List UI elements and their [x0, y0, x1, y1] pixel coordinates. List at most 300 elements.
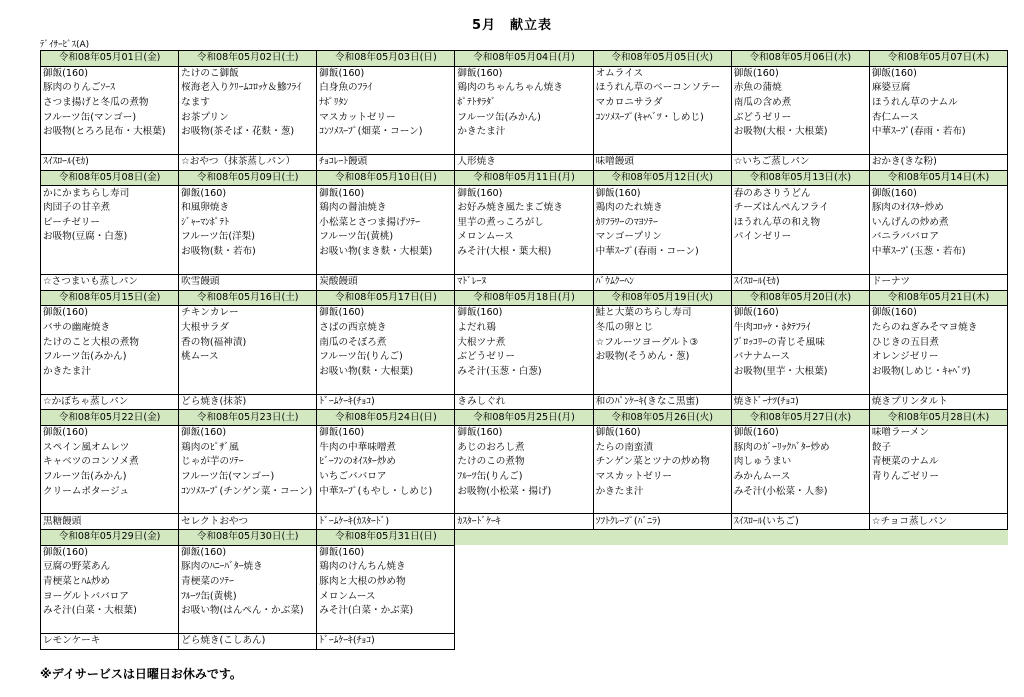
menu-item	[179, 499, 317, 514]
menu-item: 豚肉のｵｲｽﾀｰ炒め	[869, 201, 1007, 216]
menu-item: ﾎﾟﾃﾄｻﾗﾀﾞ	[455, 96, 593, 111]
menu-item	[593, 499, 731, 514]
snack-item: 吹雪饅頭	[179, 274, 317, 290]
menu-item	[869, 259, 1007, 274]
section-label: ﾃﾞｲｻｰﾋﾞｽ(A)	[40, 40, 90, 50]
menu-item: 味噌ラーメン	[869, 425, 1007, 440]
snack-item: ｶｽﾀｰﾄﾞｹｰｷ	[455, 514, 593, 530]
day-date-header: 令和08年05月01日(金)	[41, 51, 179, 67]
day-date-header: 令和08年05月04日(月)	[455, 51, 593, 67]
day-date-header: 令和08年05月25日(月)	[455, 410, 593, 426]
menu-item	[869, 379, 1007, 394]
week-header-row	[41, 290, 1008, 306]
menu-item-row	[41, 66, 1008, 81]
menu-item: たらのねぎみそマヨ焼き	[869, 321, 1007, 336]
menu-item-row	[41, 364, 1008, 379]
menu-item	[317, 379, 455, 394]
empty-cell	[731, 589, 869, 604]
menu-item	[179, 379, 317, 394]
menu-item: 豚肉のｶﾞｰﾘｯｸﾊﾞﾀｰ炒め	[731, 440, 869, 455]
menu-item: ｶﾘﾌﾗﾜｰのﾏﾖｿﾃｰ	[593, 216, 731, 231]
empty-cell	[869, 589, 1007, 604]
snack-item: ☆おやつ（抹茶蒸しパン）	[179, 155, 317, 171]
menu-item: かにかまちらし寿司	[41, 186, 179, 201]
menu-item: 春のあさりうどん	[731, 186, 869, 201]
menu-item: ほうれん草のベーコンソテー	[593, 81, 731, 96]
snack-item: 黒糖饅頭	[41, 514, 179, 530]
snack-item: ﾄﾞｰﾑｹｰｷ(ﾁｮｺ)	[317, 634, 455, 650]
menu-item: たけのこの煮物	[455, 455, 593, 470]
menu-item: ☆フルーツヨーグルト③	[593, 335, 731, 350]
menu-item: フルーツ缶(みかん)	[41, 470, 179, 485]
menu-item: お吸物(茶そば・花麩・葱)	[179, 125, 317, 140]
menu-item: かきたま汁	[41, 364, 179, 379]
menu-item	[455, 259, 593, 274]
day-date-header: 令和08年05月13日(水)	[731, 170, 869, 186]
menu-item: 豚肉と大根の炒め物	[317, 575, 455, 590]
menu-item: 里芋の煮っころがし	[455, 216, 593, 231]
menu-item: パインゼリー	[731, 230, 869, 245]
footnote: ※デイサービスは日曜日お休みです。	[40, 667, 242, 681]
menu-item	[455, 379, 593, 394]
menu-item: フルーツ缶(みかん)	[455, 110, 593, 125]
snack-item: ﾏﾄﾞﾚｰﾇ	[455, 274, 593, 290]
menu-item: 鶏肉の醤油焼き	[317, 201, 455, 216]
menu-item: 御飯(160)	[869, 186, 1007, 201]
menu-item: じゃが芋のｿﾃｰ	[179, 455, 317, 470]
empty-cell	[455, 545, 593, 560]
menu-item	[41, 499, 179, 514]
day-date-header: 令和08年05月02日(土)	[179, 51, 317, 67]
empty-cell	[731, 604, 869, 619]
menu-item: バサの幽庵焼き	[41, 321, 179, 336]
menu-item: バニラババロア	[869, 230, 1007, 245]
snack-item: どら焼き(抹茶)	[179, 394, 317, 410]
menu-item: フルーツ缶(洋梨)	[179, 230, 317, 245]
menu-item: 中華ｽｰﾌﾟ(もやし・しめじ)	[317, 484, 455, 499]
menu-item: メロンムース	[455, 230, 593, 245]
menu-item	[593, 125, 731, 140]
snack-item: ドーナツ	[869, 274, 1007, 290]
empty-cell	[455, 604, 593, 619]
menu-item: マスカットゼリー	[593, 470, 731, 485]
day-date-header: 令和08年05月08日(金)	[41, 170, 179, 186]
empty-cell	[455, 619, 593, 634]
menu-table	[40, 50, 1008, 650]
empty-cell	[593, 575, 731, 590]
day-date-header: 令和08年05月12日(火)	[593, 170, 731, 186]
menu-item: ほうれん草の和え物	[731, 216, 869, 231]
menu-item: キャベツのコンソメ煮	[41, 455, 179, 470]
day-date-header: 令和08年05月19日(火)	[593, 290, 731, 306]
day-date-header: 令和08年05月09日(土)	[179, 170, 317, 186]
day-date-header: 令和08年05月20日(水)	[731, 290, 869, 306]
menu-item: お吸物(小松菜・揚げ)	[455, 484, 593, 499]
menu-item	[41, 619, 179, 634]
day-date-header: 令和08年05月10日(日)	[317, 170, 455, 186]
snack-item: セレクトおやつ	[179, 514, 317, 530]
menu-item	[179, 259, 317, 274]
menu-item-row	[41, 335, 1008, 350]
menu-item: 鮭と大葉のちらし寿司	[593, 306, 731, 321]
menu-item: 御飯(160)	[455, 306, 593, 321]
snack-item: 炭酸饅頭	[317, 274, 455, 290]
menu-item: お吸物(里芋・大根葉)	[731, 364, 869, 379]
menu-item: 御飯(160)	[179, 425, 317, 440]
menu-item: 青梗菜のナムル	[869, 455, 1007, 470]
menu-item: 大根ツナ煮	[455, 335, 593, 350]
menu-item: 御飯(160)	[41, 425, 179, 440]
menu-item: みそ汁(白菜・かぶ菜)	[317, 604, 455, 619]
snack-item: レモンケーキ	[41, 634, 179, 650]
menu-item: ﾅﾎﾟﾘﾀﾝ	[317, 96, 455, 111]
empty-cell	[869, 634, 1007, 650]
menu-item-row	[41, 394, 1008, 410]
menu-item: フルーツ缶(マンゴー)	[179, 470, 317, 485]
menu-item: 御飯(160)	[179, 186, 317, 201]
menu-item	[869, 140, 1007, 155]
menu-item	[455, 499, 593, 514]
menu-item: チーズはんぺんフライ	[731, 201, 869, 216]
menu-item	[593, 364, 731, 379]
menu-item: 御飯(160)	[593, 425, 731, 440]
menu-item: チンゲン菜とツナの炒め物	[593, 455, 731, 470]
menu-item-row	[41, 589, 1008, 604]
menu-item-row	[41, 619, 1008, 634]
day-date-header: 令和08年05月22日(金)	[41, 410, 179, 426]
menu-item: ピーチゼリー	[41, 216, 179, 231]
menu-item: いんげんの炒め煮	[869, 216, 1007, 231]
menu-item	[179, 140, 317, 155]
menu-item: 御飯(160)	[593, 186, 731, 201]
menu-item-row	[41, 470, 1008, 485]
menu-item: お吸物(とろろ昆布・大根葉)	[41, 125, 179, 140]
menu-item: フルーツ缶(マンゴー)	[41, 110, 179, 125]
day-date-header: 令和08年05月27日(水)	[731, 410, 869, 426]
menu-item: 大根サラダ	[179, 321, 317, 336]
menu-item: 御飯(160)	[317, 66, 455, 81]
snack-item: ｿﾌﾄｸﾚｰﾌﾟ(ﾊﾞﾆﾗ)	[593, 514, 731, 530]
day-date-header: 令和08年05月05日(火)	[593, 51, 731, 67]
snack-item: どら焼き(こしあん)	[179, 634, 317, 650]
menu-item: たけのこと大根の煮物	[41, 335, 179, 350]
menu-item: 鶏肉のけんちん焼き	[317, 560, 455, 575]
snack-item: 人形焼き	[455, 155, 593, 171]
menu-item: 御飯(160)	[317, 306, 455, 321]
empty-cell	[731, 530, 869, 546]
menu-item: お吸物(麩・若布)	[179, 245, 317, 260]
menu-item: マカロニサラダ	[593, 96, 731, 111]
menu-item: 桃ムース	[179, 350, 317, 365]
menu-item	[593, 259, 731, 274]
menu-item: 餃子	[869, 440, 1007, 455]
menu-item: お好み焼き風たまご焼き	[455, 201, 593, 216]
menu-item: お吸物(そうめん・葱)	[593, 350, 731, 365]
day-date-header: 令和08年05月03日(日)	[317, 51, 455, 67]
empty-cell	[455, 634, 593, 650]
menu-item: 桜海老入りｸﾘｰﾑｺﾛｯｹ＆鰺ﾌﾗｲ	[179, 81, 317, 96]
menu-item: ひじきの五目煮	[869, 335, 1007, 350]
snack-item: きみしぐれ	[455, 394, 593, 410]
menu-item	[317, 140, 455, 155]
day-date-header: 令和08年05月23日(土)	[179, 410, 317, 426]
menu-item-row	[41, 425, 1008, 440]
menu-item-row	[41, 186, 1008, 201]
empty-cell	[869, 560, 1007, 575]
menu-item: みそ汁(大根・葉大根)	[455, 245, 593, 260]
menu-item: 麻婆豆腐	[869, 81, 1007, 96]
menu-item: お吸物(大根・大根葉)	[731, 125, 869, 140]
menu-item: たらの南蛮漬	[593, 440, 731, 455]
menu-item: ｼﾞｬｰﾏﾝﾎﾟﾃﾄ	[179, 216, 317, 231]
snack-item: ﾊﾞｳﾑｸｰﾍﾝ	[593, 274, 731, 290]
empty-cell	[869, 530, 1007, 546]
menu-item: お吸い物(まき麩・大根葉)	[317, 245, 455, 260]
menu-item	[41, 379, 179, 394]
menu-item: フルーツ缶(みかん)	[41, 350, 179, 365]
menu-item: フルーツ缶(りんご)	[317, 350, 455, 365]
menu-item: ﾋﾞｰﾌﾝのｵｲｽﾀｰ炒め	[317, 455, 455, 470]
menu-item: 青りんごゼリー	[869, 470, 1007, 485]
menu-item: ﾌﾙｰﾂ缶(黄桃)	[179, 589, 317, 604]
empty-cell	[731, 560, 869, 575]
empty-cell	[869, 575, 1007, 590]
menu-item: あじのおろし煮	[455, 440, 593, 455]
menu-item: 牛肉の中華味噌煮	[317, 440, 455, 455]
empty-cell	[455, 589, 593, 604]
menu-item-row	[41, 455, 1008, 470]
snack-item: 味噌饅頭	[593, 155, 731, 171]
menu-item-row	[41, 321, 1008, 336]
menu-item: みそ汁(白菜・大根葉)	[41, 604, 179, 619]
menu-item: 肉団子の甘辛煮	[41, 201, 179, 216]
menu-item-row	[41, 96, 1008, 111]
menu-item-row	[41, 306, 1008, 321]
menu-item: 青梗菜とﾊﾑ炒め	[41, 575, 179, 590]
menu-item	[455, 140, 593, 155]
menu-item: 青梗菜のｿﾃｰ	[179, 575, 317, 590]
menu-item	[41, 259, 179, 274]
menu-item: 牛肉ｺﾛｯｹ・ﾎﾀﾃﾌﾗｲ	[731, 321, 869, 336]
empty-cell	[869, 619, 1007, 634]
menu-item: みそ汁(玉葱・白葱)	[455, 364, 593, 379]
menu-item: 御飯(160)	[317, 425, 455, 440]
day-date-header: 令和08年05月16日(土)	[179, 290, 317, 306]
menu-item: マンゴープリン	[593, 230, 731, 245]
empty-cell	[869, 604, 1007, 619]
menu-item: 御飯(160)	[455, 425, 593, 440]
day-date-header: 令和08年05月14日(木)	[869, 170, 1007, 186]
menu-item	[317, 499, 455, 514]
menu-item: 小松菜とさつま揚げｿﾃｰ	[317, 216, 455, 231]
empty-cell	[593, 545, 731, 560]
menu-item: オムライス	[593, 66, 731, 81]
menu-item-row	[41, 499, 1008, 514]
menu-item	[317, 619, 455, 634]
menu-item	[41, 245, 179, 260]
menu-item: 鶏肉のたれ焼き	[593, 201, 731, 216]
empty-cell	[731, 634, 869, 650]
menu-item: 御飯(160)	[41, 306, 179, 321]
menu-item	[869, 484, 1007, 499]
menu-item: オレンジゼリー	[869, 350, 1007, 365]
menu-item: 冬瓜の卵とじ	[593, 321, 731, 336]
menu-item	[731, 245, 869, 260]
menu-item-row	[41, 379, 1008, 394]
day-date-header: 令和08年05月07日(木)	[869, 51, 1007, 67]
menu-item	[593, 140, 731, 155]
menu-item-row	[41, 155, 1008, 171]
menu-item: 中華ｽｰﾌﾟ(春雨・コーン)	[593, 245, 731, 260]
empty-cell	[869, 545, 1007, 560]
menu-item: 御飯(160)	[731, 66, 869, 81]
menu-item-row	[41, 201, 1008, 216]
menu-item: 豚肉のりんごｿｰｽ	[41, 81, 179, 96]
menu-item: 御飯(160)	[455, 186, 593, 201]
menu-item-row	[41, 575, 1008, 590]
menu-item-row	[41, 110, 1008, 125]
menu-item: 肉しゅうまい	[731, 455, 869, 470]
menu-item: みそ汁(小松菜・人参)	[731, 484, 869, 499]
menu-item: 南瓜の含め煮	[731, 96, 869, 111]
menu-item: 鶏肉のﾋﾟｻﾞ風	[179, 440, 317, 455]
empty-cell	[593, 619, 731, 634]
menu-item: 豆腐の野菜あん	[41, 560, 179, 575]
menu-item-row	[41, 81, 1008, 96]
empty-cell	[731, 575, 869, 590]
empty-cell	[593, 634, 731, 650]
menu-item-row	[41, 634, 1008, 650]
week-header-row	[41, 410, 1008, 426]
menu-item: さつま揚げと冬瓜の煮物	[41, 96, 179, 111]
menu-item: 中華ｽｰﾌﾟ(春雨・若布)	[869, 125, 1007, 140]
day-date-header: 令和08年05月11日(月)	[455, 170, 593, 186]
day-date-header: 令和08年05月24日(日)	[317, 410, 455, 426]
menu-item: ｺﾝｿﾒｽｰﾌﾟ(ｷｬﾍﾞﾂ・しめじ)	[593, 110, 731, 125]
snack-item: ﾄﾞｰﾑｹｰｷ(ｶｽﾀｰﾄﾞ)	[317, 514, 455, 530]
empty-cell	[593, 589, 731, 604]
menu-item: ぶどうゼリー	[455, 350, 593, 365]
snack-item: ｽｲｽﾛｰﾙ(ﾓｶ)	[731, 274, 869, 290]
menu-item	[179, 364, 317, 379]
menu-item: スペイン風オムレツ	[41, 440, 179, 455]
empty-cell	[593, 604, 731, 619]
week-header-row	[41, 170, 1008, 186]
menu-item: ぶどうゼリー	[731, 110, 869, 125]
menu-item: かきたま汁	[455, 125, 593, 140]
day-date-header: 令和08年05月28日(木)	[869, 410, 1007, 426]
menu-item	[317, 259, 455, 274]
snack-item: おかき(きな粉)	[869, 155, 1007, 171]
menu-item: 南瓜のそぼろ煮	[317, 335, 455, 350]
menu-item: 御飯(160)	[731, 425, 869, 440]
day-date-header: 令和08年05月15日(金)	[41, 290, 179, 306]
menu-item	[731, 499, 869, 514]
empty-cell	[455, 530, 593, 546]
snack-item: ☆かぼちゃ蒸しパン	[41, 394, 179, 410]
empty-cell	[593, 560, 731, 575]
menu-item	[593, 379, 731, 394]
menu-item-row	[41, 514, 1008, 530]
menu-item: フルーツ缶(黄桃)	[317, 230, 455, 245]
menu-item-row	[41, 230, 1008, 245]
menu-item: 中華ｽｰﾌﾟ(玉葱・若布)	[869, 245, 1007, 260]
snack-item: ｽｲｽﾛｰﾙ(いちご)	[731, 514, 869, 530]
menu-item-row	[41, 140, 1008, 155]
menu-item: 御飯(160)	[455, 66, 593, 81]
menu-item: 白身魚のﾌﾗｲ	[317, 81, 455, 96]
week-header-row	[41, 530, 1008, 546]
menu-item: いちごババロア	[317, 470, 455, 485]
menu-item: 御飯(160)	[41, 66, 179, 81]
menu-item: ｺﾝｿﾒｽｰﾌﾟ(チンゲン菜・コーン)	[179, 484, 317, 499]
menu-item-row	[41, 545, 1008, 560]
menu-item: 御飯(160)	[731, 306, 869, 321]
menu-item: ｺﾝｿﾒｽｰﾌﾟ(畑菜・コーン)	[317, 125, 455, 140]
day-date-header: 令和08年05月29日(金)	[41, 530, 179, 546]
snack-item: ﾁｮｺﾚｰﾄ饅頭	[317, 155, 455, 171]
menu-item: 御飯(160)	[317, 545, 455, 560]
menu-item	[41, 140, 179, 155]
menu-item: 鶏肉のちゃんちゃん焼き	[455, 81, 593, 96]
menu-item: お吸物(しめじ・ｷｬﾍﾞﾂ)	[869, 364, 1007, 379]
menu-item: 赤魚の蒲焼	[731, 81, 869, 96]
menu-item-row	[41, 125, 1008, 140]
day-date-header: 令和08年05月17日(日)	[317, 290, 455, 306]
menu-item: マスカットゼリー	[317, 110, 455, 125]
day-date-header: 令和08年05月06日(水)	[731, 51, 869, 67]
menu-item: チキンカレー	[179, 306, 317, 321]
menu-item: たけのこ御飯	[179, 66, 317, 81]
snack-item: ｽｲｽﾛｰﾙ(ﾓｶ)	[41, 155, 179, 171]
menu-item	[869, 499, 1007, 514]
snack-item: ☆いちご蒸しパン	[731, 155, 869, 171]
menu-item-row	[41, 274, 1008, 290]
menu-item	[179, 619, 317, 634]
day-date-header: 令和08年05月31日(日)	[317, 530, 455, 546]
menu-item: バナナムース	[731, 350, 869, 365]
menu-item: お吸い物(はんぺん・かぶ菜)	[179, 604, 317, 619]
menu-item: 杏仁ムース	[869, 110, 1007, 125]
menu-item: 御飯(160)	[869, 66, 1007, 81]
menu-item-row	[41, 216, 1008, 231]
menu-item: メロンムース	[317, 589, 455, 604]
menu-item: さばの西京焼き	[317, 321, 455, 336]
page-title: 5月 献立表	[471, 18, 553, 33]
empty-cell	[731, 545, 869, 560]
menu-item: 和風卵焼き	[179, 201, 317, 216]
menu-item: ﾌﾞﾛｯｺﾘｰの青じそ風味	[731, 335, 869, 350]
menu-item: かきたま汁	[593, 484, 731, 499]
menu-item-row	[41, 604, 1008, 619]
empty-cell	[455, 560, 593, 575]
menu-item: お茶プリン	[179, 110, 317, 125]
snack-item: ﾄﾞｰﾑｹｰｷ(ﾁｮｺ)	[317, 394, 455, 410]
menu-item-row	[41, 245, 1008, 260]
menu-item-row	[41, 484, 1008, 499]
menu-item: 香の物(福神漬)	[179, 335, 317, 350]
menu-item	[731, 379, 869, 394]
menu-item: 御飯(160)	[317, 186, 455, 201]
menu-item: なます	[179, 96, 317, 111]
snack-item: 焼きﾄﾞｰﾅﾂ(ﾁｮｺ)	[731, 394, 869, 410]
empty-cell	[455, 575, 593, 590]
menu-item: お吸い物(麩・大根葉)	[317, 364, 455, 379]
menu-item	[731, 140, 869, 155]
snack-item: ☆さつまいも蒸しパン	[41, 274, 179, 290]
menu-item: ﾌﾙｰﾂ缶(りんご)	[455, 470, 593, 485]
menu-item	[731, 259, 869, 274]
